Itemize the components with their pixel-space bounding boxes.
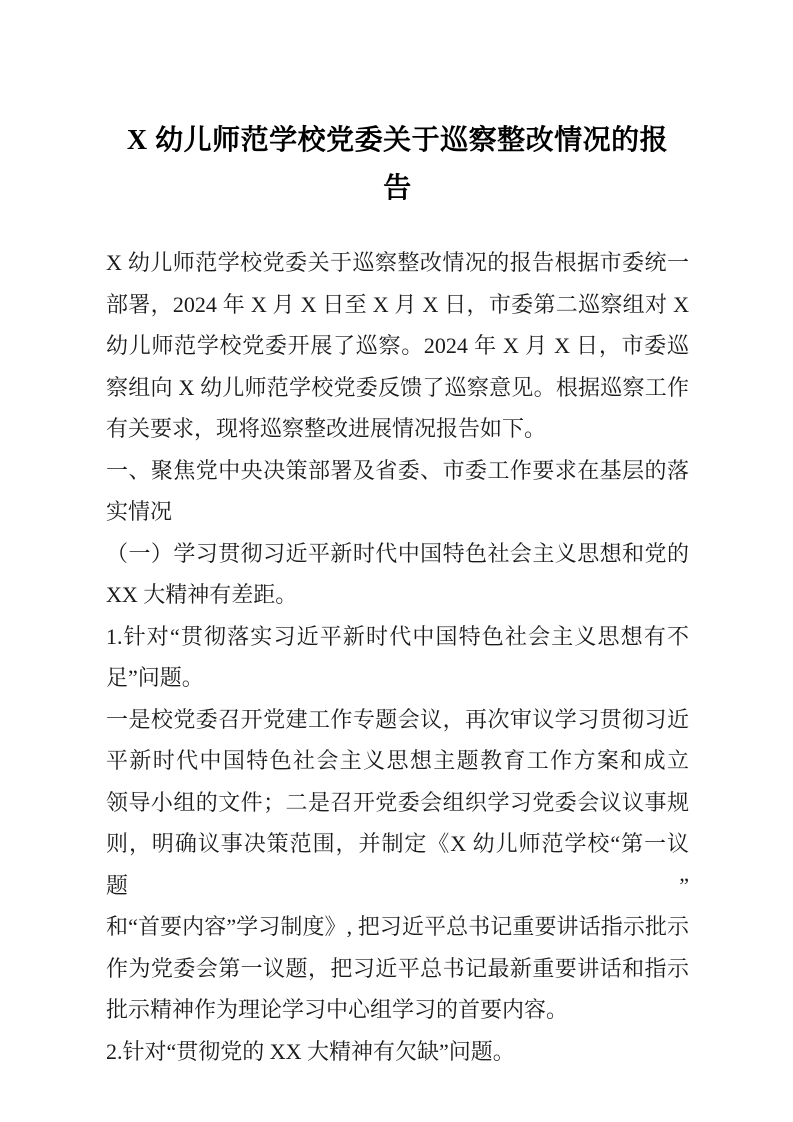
text-line: 实情况 bbox=[106, 499, 173, 524]
title-line-1: X 幼儿师范学校党委关于巡察整改情况的报 bbox=[126, 125, 669, 156]
paragraph bbox=[106, 533, 689, 616]
paragraph bbox=[106, 699, 689, 1031]
text-line: 则，明确议事决策范围，并制定《X 幼儿师范学校“第一议题” bbox=[106, 831, 689, 898]
text-line: 和“首要内容”学习制度》, 把习近平总书记重要讲话指示批示 bbox=[106, 914, 689, 939]
paragraph bbox=[106, 1031, 689, 1073]
text-line: 一、聚焦党中央决策部署及省委、市委工作要求在基层的落 bbox=[106, 457, 689, 483]
document-title bbox=[106, 117, 689, 213]
text-line: 察组向 X 幼儿师范学校党委反馈了巡察意见。根据巡察工作 bbox=[106, 374, 689, 400]
text-line: 作为党委会第一议题，把习近平总书记最新重要讲话和指示 bbox=[106, 955, 689, 981]
text-line: 平新时代中国特色社会主义思想主题教育工作方案和成立 bbox=[106, 748, 689, 773]
text-line: 批示精神作为理论学习中心组学习的首要内容。 bbox=[106, 997, 569, 1022]
text-line: XX 大精神有差距。 bbox=[106, 582, 298, 607]
text-line: 部署，2024 年 X 月 X 日至 X 月 X 日，市委第二巡察组对 X bbox=[106, 291, 689, 317]
text-line: 幼儿师范学校党委开展了巡察。2024 年 X 月 X 日，市委巡 bbox=[106, 333, 689, 358]
text-line: 2.针对“贯彻党的 XX 大精神有欠缺”问题。 bbox=[106, 1038, 515, 1064]
text-line: 领导小组的文件；二是召开党委会组织学习党委会议议事规 bbox=[106, 789, 689, 815]
document-body bbox=[106, 242, 689, 1072]
text-line: X 幼儿师范学校党委关于巡察整改情况的报告根据市委统一 bbox=[106, 250, 689, 275]
text-line: 1.针对“贯彻落实习近平新时代中国特色社会主义思想有不 bbox=[106, 623, 689, 649]
paragraph bbox=[106, 450, 689, 533]
text-line: （一）学习贯彻习近平新时代中国特色社会主义思想和党的 bbox=[106, 540, 689, 566]
text-line: 一是校党委召开党建工作专题会议，再次审议学习贯彻习近 bbox=[106, 706, 689, 732]
paragraph bbox=[106, 616, 689, 699]
text-line: 足”问题。 bbox=[106, 665, 204, 690]
paragraph bbox=[106, 242, 689, 450]
text-line: 有关要求，现将巡察整改进展情况报告如下。 bbox=[106, 416, 547, 441]
title-line-2: 告 bbox=[383, 173, 412, 204]
